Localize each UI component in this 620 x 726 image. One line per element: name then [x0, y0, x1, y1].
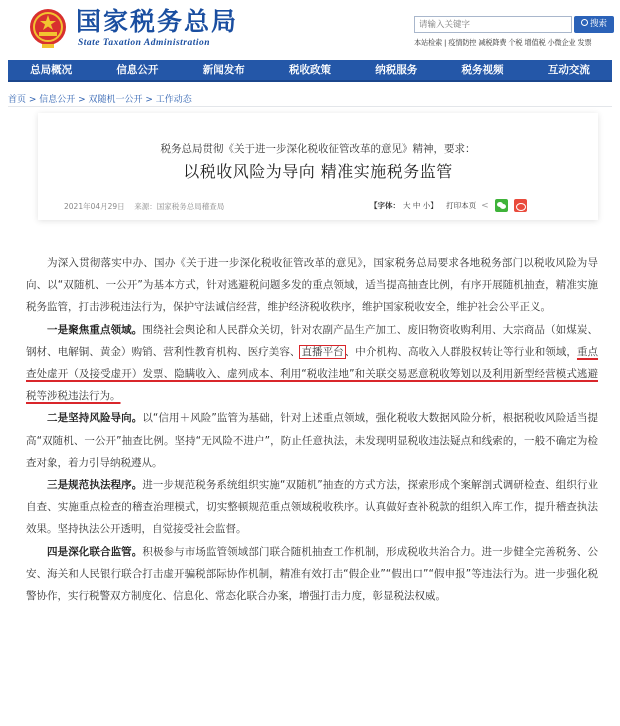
- search-button[interactable]: [574, 16, 614, 33]
- highlight-live-streaming: 直播平台: [301, 345, 344, 358]
- paragraph-text: 围绕社会舆论和人民群众关切，针对农副产品生产加工、废旧物资收购利用、大宗商品（如煤炭、钢材、电解铜、黄金）购销、营利性教育机构、医疗美容、: [26, 323, 599, 358]
- nav-item-video[interactable]: 税务视频: [461, 64, 504, 76]
- paragraph-risk-oriented: [26, 407, 598, 474]
- search-bar: [414, 16, 614, 33]
- article-header: [38, 113, 598, 220]
- paragraph-text: 、中介机构、高收入人群股权转让等行业和领域，: [344, 345, 577, 358]
- article-body: [26, 252, 598, 607]
- share-icon[interactable]: <: [481, 200, 489, 211]
- quick-links[interactable]: 本站检索 | 疫情防控 减税降费 个税 增值税 小微企业 发票: [414, 38, 592, 47]
- search-icon: [581, 19, 588, 26]
- paragraph-heading: 二是坚持风险导向。: [47, 412, 143, 425]
- highlight-underlined-text: 重点查处虚开（及接受虚开）发票、隐瞒收入、虚列成本、利用“税收洼地”和关联交易恶意税收筹划以及利用新型经营模式逃避税等涉税违法行为。: [26, 345, 599, 403]
- paragraph-text: 积极参与市场监管领域部门联合随机抽查工作机制，形成税收共治合力。进一步健全完善税务、公安、海关和人民银行联合打击虚开骗税部际协作机制，精准有效打击“假企业”“假出口”“假申报”等违法行为。进一步强化税警协作，实行税警双方制度化、信息化、常态化联合办案，增强打击力度，彰显税法权威。: [26, 545, 599, 603]
- site-subtitle: State Taxation Administration: [78, 38, 211, 48]
- breadcrumb-divider: [8, 106, 612, 107]
- search-button-label: 搜索: [589, 19, 607, 29]
- nav-item-tax-policy[interactable]: 税收政策: [288, 64, 331, 76]
- font-size-label: 【字体：: [370, 201, 400, 210]
- article-tools: [370, 199, 527, 212]
- article-intro: 税务总局贯彻《关于进一步深化税收征管改革的意见》精神，要求：: [160, 143, 476, 155]
- paragraph-intro: 为深入贯彻落实中办、国办《关于进一步深化税收征管改革的意见》，国家税务总局要求各地税务部门以税收风险为导向、以“双随机、一公开”为基本方式，针对逃避税问题多发的重点领域，适当提高抽查比例，有序开展随机抽查，精准实施税务监管，打击涉税违法行为，保护守法诚信经营，维护经济税收秩序，维护国家税收安全，维护社会公平正义。: [26, 257, 598, 314]
- paragraph-text: 以“信用＋风险”监管为基础，针对上述重点领域，强化税收大数据风险分析，根据税收风险适当提高“双随机、一公开”抽查比例。坚持“无风险不进户”，防止任意执法，未发现明显税收违法疑点和线索的，一般不确定为检查对象，着力引导纳税遵从。: [26, 412, 599, 469]
- national-emblem-icon: [28, 6, 68, 50]
- nav-item-taxpayer-service[interactable]: 纳税服务: [375, 64, 418, 76]
- site-title[interactable]: 国家税务总局: [76, 7, 239, 36]
- paragraph-key-areas: [26, 319, 598, 408]
- article-source: 来源：国家税务总局稽查局: [134, 202, 225, 211]
- article-meta: [64, 201, 224, 212]
- search-input[interactable]: [414, 16, 572, 33]
- paragraph-joint-supervision: [26, 541, 598, 608]
- article-date: 2021年04月29日: [64, 202, 125, 211]
- paragraph-heading: 四是深化联合监管。: [47, 545, 143, 558]
- nav-item-news[interactable]: 新闻发布: [202, 64, 245, 76]
- breadcrumb[interactable]: 首页 > 信息公开 > 双随机一公开 > 工作动态: [8, 95, 192, 105]
- paragraph-procedure: [26, 474, 598, 541]
- weibo-share-icon[interactable]: [514, 199, 527, 212]
- wechat-share-icon[interactable]: [495, 199, 508, 212]
- paragraph-text: 进一步规范税务系统组织实施“双随机”抽查的方式方法，探索形成个案解剖式调研检查、组织行业自查、实施重点检查的稽查治理模式，切实整顿规范重点领域税收秩序。认真做好查补税款的组织入库工作，提升稽查执法效果。坚持执法公开透明，自觉接受社会监督。: [26, 479, 599, 536]
- font-size-options[interactable]: 大 中 小】: [403, 201, 438, 210]
- nav-item-interaction[interactable]: 互动交流: [547, 64, 590, 76]
- main-nav: [8, 60, 612, 82]
- paragraph-heading: 一是聚焦重点领域。: [47, 323, 143, 336]
- nav-item-info-disclosure[interactable]: 信息公开: [116, 64, 159, 76]
- paragraph-heading: 三是规范执法程序。: [47, 479, 143, 492]
- article-title: 以税收风险为导向 精准实施税务监管: [183, 162, 453, 181]
- print-link[interactable]: 打印本页: [446, 201, 477, 210]
- nav-item-overview[interactable]: 总局概况: [30, 64, 73, 76]
- site-header: [0, 0, 620, 56]
